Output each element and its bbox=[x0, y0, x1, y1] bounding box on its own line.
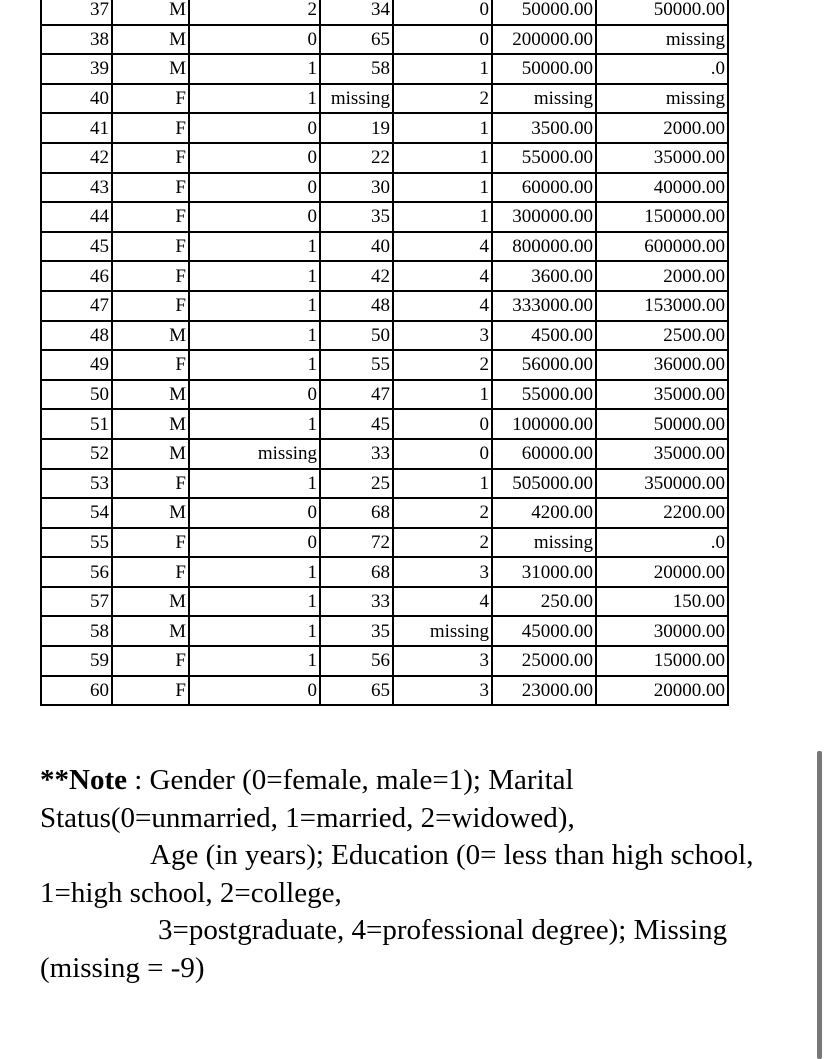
table-cell: 2 bbox=[393, 498, 492, 528]
table-cell: 4 bbox=[393, 291, 492, 321]
table-cell: 38 bbox=[41, 25, 112, 55]
table-row bbox=[41, 0, 728, 25]
table-cell: 50 bbox=[41, 380, 112, 410]
table-row bbox=[41, 232, 728, 262]
table-cell: 1 bbox=[189, 232, 320, 262]
note-line-1 bbox=[40, 762, 828, 800]
table-row bbox=[41, 587, 728, 617]
table-cell: 57 bbox=[41, 587, 112, 617]
table-cell: 1 bbox=[393, 202, 492, 232]
table-cell: F bbox=[112, 676, 189, 706]
table-cell: 0 bbox=[189, 25, 320, 55]
table-cell: missing bbox=[596, 84, 728, 114]
table-cell: .0 bbox=[596, 528, 728, 558]
table-cell: 3 bbox=[393, 646, 492, 676]
table-cell: 40 bbox=[41, 84, 112, 114]
table-cell: missing bbox=[596, 25, 728, 55]
table-row bbox=[41, 646, 728, 676]
table-cell: 56000.00 bbox=[492, 350, 596, 380]
table-cell: 0 bbox=[189, 202, 320, 232]
table-cell: 46 bbox=[41, 261, 112, 291]
table-cell: F bbox=[112, 261, 189, 291]
table-cell: 0 bbox=[189, 528, 320, 558]
table-cell: 20000.00 bbox=[596, 557, 728, 587]
table-cell: 0 bbox=[189, 676, 320, 706]
table-cell: missing bbox=[320, 84, 393, 114]
table-cell: 42 bbox=[41, 143, 112, 173]
table-cell: 1 bbox=[189, 350, 320, 380]
table-cell: 1 bbox=[189, 261, 320, 291]
table-cell: 1 bbox=[189, 291, 320, 321]
table-cell: 1 bbox=[393, 173, 492, 203]
table-cell: F bbox=[112, 232, 189, 262]
table-cell: 800000.00 bbox=[492, 232, 596, 262]
table-cell: 53 bbox=[41, 469, 112, 499]
table-cell: 45 bbox=[41, 232, 112, 262]
table-cell: 49 bbox=[41, 350, 112, 380]
table-cell: M bbox=[112, 616, 189, 646]
table-cell: 43 bbox=[41, 173, 112, 203]
table-cell: 54 bbox=[41, 498, 112, 528]
table-cell: 44 bbox=[41, 202, 112, 232]
table-cell: M bbox=[112, 409, 189, 439]
table-cell: 58 bbox=[41, 616, 112, 646]
table-cell: 65 bbox=[320, 25, 393, 55]
table-cell: 55000.00 bbox=[492, 143, 596, 173]
table-row bbox=[41, 25, 728, 55]
table-cell: 333000.00 bbox=[492, 291, 596, 321]
table-row bbox=[41, 261, 728, 291]
table-cell: 1 bbox=[393, 54, 492, 84]
table-cell: 58 bbox=[320, 54, 393, 84]
table-cell: missing bbox=[492, 528, 596, 558]
table-cell: 45000.00 bbox=[492, 616, 596, 646]
table-cell: 3 bbox=[393, 557, 492, 587]
data-table bbox=[40, 0, 729, 706]
table-cell: 4 bbox=[393, 232, 492, 262]
table-cell: 300000.00 bbox=[492, 202, 596, 232]
note-label: Note bbox=[69, 764, 127, 796]
table-cell: F bbox=[112, 173, 189, 203]
table-cell: 2 bbox=[393, 84, 492, 114]
table-cell: F bbox=[112, 557, 189, 587]
table-cell: M bbox=[112, 54, 189, 84]
table-cell: 35000.00 bbox=[596, 380, 728, 410]
table-cell: 2 bbox=[393, 350, 492, 380]
table-cell: 59 bbox=[41, 646, 112, 676]
table-cell: 3 bbox=[393, 321, 492, 351]
table-cell: 2 bbox=[393, 528, 492, 558]
table-cell: 50 bbox=[320, 321, 393, 351]
table-row bbox=[41, 676, 728, 706]
table-cell: 42 bbox=[320, 261, 393, 291]
table-row bbox=[41, 202, 728, 232]
table-cell: F bbox=[112, 84, 189, 114]
table-cell: 55 bbox=[41, 528, 112, 558]
table-cell: 60000.00 bbox=[492, 439, 596, 469]
table-cell: F bbox=[112, 143, 189, 173]
table-cell: 50000.00 bbox=[492, 0, 596, 25]
table-cell: 30000.00 bbox=[596, 616, 728, 646]
note bbox=[40, 762, 828, 987]
table-cell: F bbox=[112, 646, 189, 676]
table-cell: 23000.00 bbox=[492, 676, 596, 706]
table-cell: M bbox=[112, 498, 189, 528]
table-cell: 50000.00 bbox=[596, 0, 728, 25]
table-cell: 45 bbox=[320, 409, 393, 439]
table-cell: 2000.00 bbox=[596, 261, 728, 291]
table-cell: 1 bbox=[189, 409, 320, 439]
table-cell: 4500.00 bbox=[492, 321, 596, 351]
table-cell: 350000.00 bbox=[596, 469, 728, 499]
table-cell: 0 bbox=[189, 113, 320, 143]
table-cell: 15000.00 bbox=[596, 646, 728, 676]
table-cell: 1 bbox=[393, 380, 492, 410]
table-cell: F bbox=[112, 113, 189, 143]
table-cell: 20000.00 bbox=[596, 676, 728, 706]
table-cell: F bbox=[112, 528, 189, 558]
table-cell: 33 bbox=[320, 587, 393, 617]
table-cell: 19 bbox=[320, 113, 393, 143]
table-row bbox=[41, 380, 728, 410]
table-cell: 72 bbox=[320, 528, 393, 558]
table-cell: 65 bbox=[320, 676, 393, 706]
note-line-6: (missing = -9) bbox=[40, 951, 205, 984]
table-cell: 0 bbox=[189, 380, 320, 410]
table-cell: 1 bbox=[189, 469, 320, 499]
table-cell: 35000.00 bbox=[596, 439, 728, 469]
table-row bbox=[41, 54, 728, 84]
table-cell: 33 bbox=[320, 439, 393, 469]
table-cell: 50000.00 bbox=[492, 54, 596, 84]
table-cell: M bbox=[112, 380, 189, 410]
table-cell: 1 bbox=[189, 587, 320, 617]
table-cell: M bbox=[112, 587, 189, 617]
table-body bbox=[41, 0, 728, 705]
table-cell: 1 bbox=[189, 321, 320, 351]
table-cell: 0 bbox=[189, 498, 320, 528]
table-cell: F bbox=[112, 202, 189, 232]
table-row bbox=[41, 321, 728, 351]
vertical-scrollbar[interactable] bbox=[817, 751, 822, 1059]
table-cell: 200000.00 bbox=[492, 25, 596, 55]
table-cell: 0 bbox=[393, 439, 492, 469]
table-cell: 153000.00 bbox=[596, 291, 728, 321]
table-cell: missing bbox=[189, 439, 320, 469]
table-row bbox=[41, 173, 728, 203]
note-line-1-text: : Gender (0=female, male=1); Marital bbox=[126, 764, 574, 796]
table-cell: .0 bbox=[596, 54, 728, 84]
table-cell: M bbox=[112, 0, 189, 25]
table-cell: 100000.00 bbox=[492, 409, 596, 439]
table-row bbox=[41, 291, 728, 321]
table-cell: 68 bbox=[320, 498, 393, 528]
table-cell: 56 bbox=[41, 557, 112, 587]
table-cell: 0 bbox=[393, 25, 492, 55]
table-cell: 2000.00 bbox=[596, 113, 728, 143]
table-cell: 0 bbox=[393, 0, 492, 25]
table-cell: 0 bbox=[393, 409, 492, 439]
table-row bbox=[41, 84, 728, 114]
table-cell: 39 bbox=[41, 54, 112, 84]
table-cell: 35 bbox=[320, 616, 393, 646]
note-line-4: 1=high school, 2=college, bbox=[40, 876, 342, 909]
table-cell: 25 bbox=[320, 469, 393, 499]
table-cell: 2200.00 bbox=[596, 498, 728, 528]
table-row bbox=[41, 113, 728, 143]
table-cell: 30 bbox=[320, 173, 393, 203]
table-cell: M bbox=[112, 321, 189, 351]
table-cell: M bbox=[112, 439, 189, 469]
table-cell: missing bbox=[492, 84, 596, 114]
table-cell: 1 bbox=[189, 616, 320, 646]
table-row bbox=[41, 439, 728, 469]
table-cell: 37 bbox=[41, 0, 112, 25]
table-cell: 50000.00 bbox=[596, 409, 728, 439]
table-cell: 60 bbox=[41, 676, 112, 706]
table-cell: 60000.00 bbox=[492, 173, 596, 203]
table-row bbox=[41, 498, 728, 528]
table-cell: 1 bbox=[189, 557, 320, 587]
table-cell: 0 bbox=[189, 173, 320, 203]
note-prefix: ** bbox=[40, 764, 69, 796]
table-cell: 48 bbox=[320, 291, 393, 321]
table-cell: 56 bbox=[320, 646, 393, 676]
table-cell: 52 bbox=[41, 439, 112, 469]
table-cell: 35 bbox=[320, 202, 393, 232]
table-cell: 2500.00 bbox=[596, 321, 728, 351]
table-cell: 1 bbox=[189, 84, 320, 114]
table-cell: 22 bbox=[320, 143, 393, 173]
table-cell: 4 bbox=[393, 587, 492, 617]
table-row bbox=[41, 528, 728, 558]
table-cell: 51 bbox=[41, 409, 112, 439]
table-cell: 55 bbox=[320, 350, 393, 380]
table-cell: 35000.00 bbox=[596, 143, 728, 173]
table-cell: 2 bbox=[189, 0, 320, 25]
table-row bbox=[41, 557, 728, 587]
table-cell: F bbox=[112, 469, 189, 499]
table-cell: 0 bbox=[189, 143, 320, 173]
table-row bbox=[41, 469, 728, 499]
table-cell: 1 bbox=[393, 469, 492, 499]
table-cell: 4200.00 bbox=[492, 498, 596, 528]
table-cell: 47 bbox=[41, 291, 112, 321]
table-cell: 250.00 bbox=[492, 587, 596, 617]
table-cell: 1 bbox=[393, 113, 492, 143]
table-cell: 40 bbox=[320, 232, 393, 262]
table-cell: 47 bbox=[320, 380, 393, 410]
table-row bbox=[41, 409, 728, 439]
table-cell: 31000.00 bbox=[492, 557, 596, 587]
table-cell: 1 bbox=[393, 143, 492, 173]
table-cell: 1 bbox=[189, 54, 320, 84]
table-cell: 150.00 bbox=[596, 587, 728, 617]
table-cell: F bbox=[112, 350, 189, 380]
table-cell: 3600.00 bbox=[492, 261, 596, 291]
note-line-2: Status(0=unmarried, 1=married, 2=widowed), bbox=[40, 801, 575, 834]
table-cell: 150000.00 bbox=[596, 202, 728, 232]
table-cell: 3500.00 bbox=[492, 113, 596, 143]
table-cell: 41 bbox=[41, 113, 112, 143]
table-cell: missing bbox=[393, 616, 492, 646]
table-cell: 1 bbox=[189, 646, 320, 676]
table-row bbox=[41, 143, 728, 173]
table-cell: 36000.00 bbox=[596, 350, 728, 380]
table-cell: 4 bbox=[393, 261, 492, 291]
table-cell: M bbox=[112, 25, 189, 55]
note-line-3: Age (in years); Education (0= less than high school, bbox=[150, 839, 754, 871]
table-cell: 68 bbox=[320, 557, 393, 587]
table-cell: 34 bbox=[320, 0, 393, 25]
table-cell: 3 bbox=[393, 676, 492, 706]
table-cell: 25000.00 bbox=[492, 646, 596, 676]
note-line-5: 3=postgraduate, 4=professional degree); Missing bbox=[158, 914, 728, 946]
table-cell: 55000.00 bbox=[492, 380, 596, 410]
table-cell: 505000.00 bbox=[492, 469, 596, 499]
table-cell: 600000.00 bbox=[596, 232, 728, 262]
table-cell: F bbox=[112, 291, 189, 321]
table-row bbox=[41, 616, 728, 646]
table-row bbox=[41, 350, 728, 380]
table-cell: 48 bbox=[41, 321, 112, 351]
table-cell: 40000.00 bbox=[596, 173, 728, 203]
